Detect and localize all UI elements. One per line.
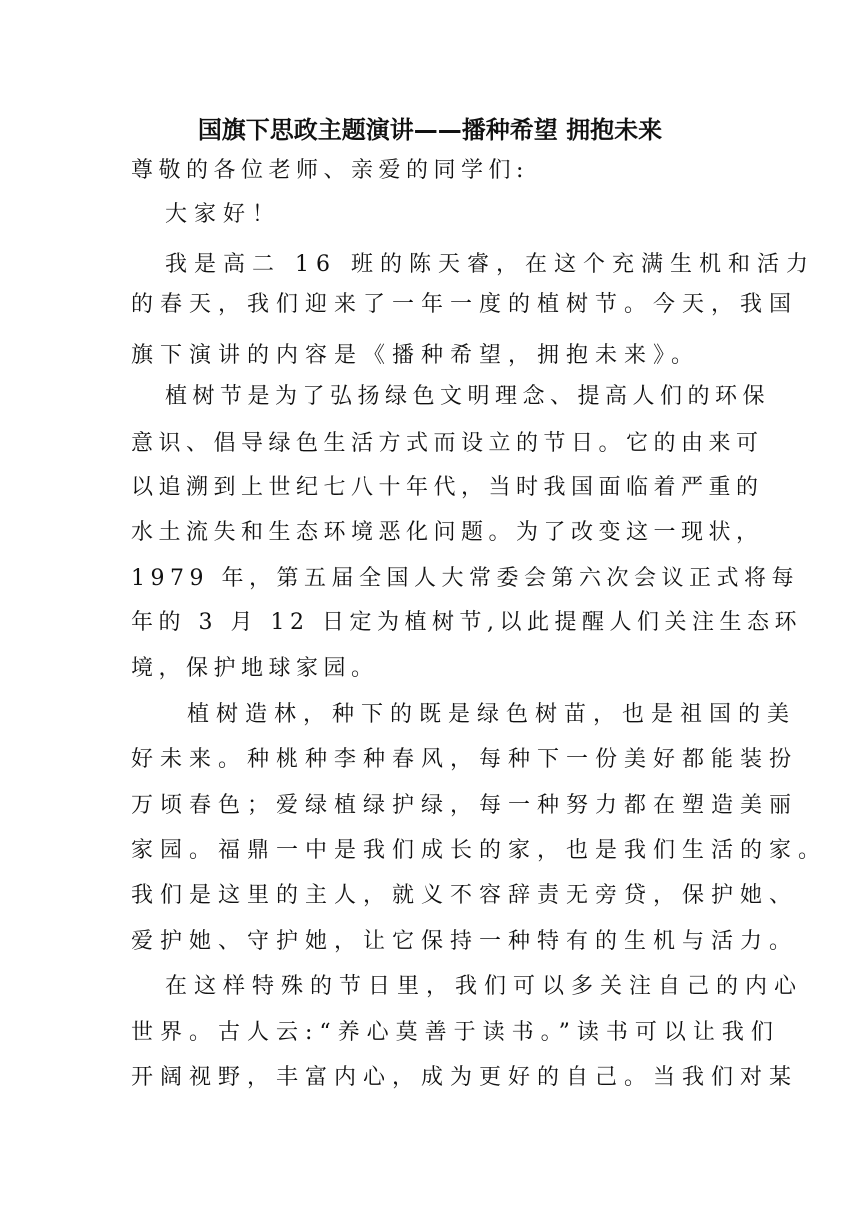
paragraph-line: 植树造林，种下的既是绿色树苗，也是祖国的美	[187, 702, 797, 727]
paragraph-line: 以追溯到上世纪七八十年代，当时我国面临着严重的	[131, 475, 764, 500]
paragraph-line: 境，保护地球家园。	[131, 656, 379, 681]
paragraph-line: 年的 3 月 12 日定为植树节,以此提醒人们关注生态环	[131, 610, 802, 635]
paragraph-line: 1979 年，第五届全国人大常委会第六次会议正式将每	[131, 566, 799, 591]
paragraph-line: 开阔视野，丰富内心，成为更好的自己。当我们对某	[131, 1065, 799, 1090]
paragraph-line: 世界。古人云:“养心莫善于读书。”读书可以让我们	[131, 1020, 780, 1045]
paragraph-line: 旗下演讲的内容是《播种希望，拥抱未来》。	[131, 343, 701, 368]
paragraph-line: 爱护她、守护她，让它保持一种特有的生机与活力。	[131, 929, 799, 954]
paragraph-line: 我是高二 16 班的陈天睿，在这个充满生机和活力	[165, 252, 815, 277]
paragraph-line: 我们是这里的主人，就义不容辞责无旁贷，保护她、	[131, 883, 799, 908]
salutation-line: 尊敬的各位老师、亲爱的同学们:	[131, 158, 529, 183]
paragraph-line: 的春天，我们迎来了一年一度的植树节。今天，我国	[131, 292, 799, 317]
document-title: 国旗下思政主题演讲——播种希望 拥抱未来	[197, 116, 663, 144]
paragraph-line: 在这样特殊的节日里，我们可以多关注自己的内心	[165, 974, 804, 999]
greeting-line: 大家好！	[165, 202, 282, 227]
paragraph-line: 意识、倡导绿色生活方式而设立的节日。它的由来可	[131, 431, 764, 456]
paragraph-line: 万顷春色；爱绿植绿护绿，每一种努力都在塑造美丽	[131, 793, 799, 818]
paragraph-line: 好未来。种桃种李种春风，每种下一份美好都能装扮	[131, 747, 799, 772]
paragraph-line: 植树节是为了弘扬绿色文明理念、提高人们的环保	[165, 384, 771, 409]
paragraph-line: 水土流失和生态环境恶化问题。为了改变这一现状，	[131, 520, 764, 545]
paragraph-line: 家园。福鼎一中是我们成长的家，也是我们生活的家。	[131, 838, 828, 863]
